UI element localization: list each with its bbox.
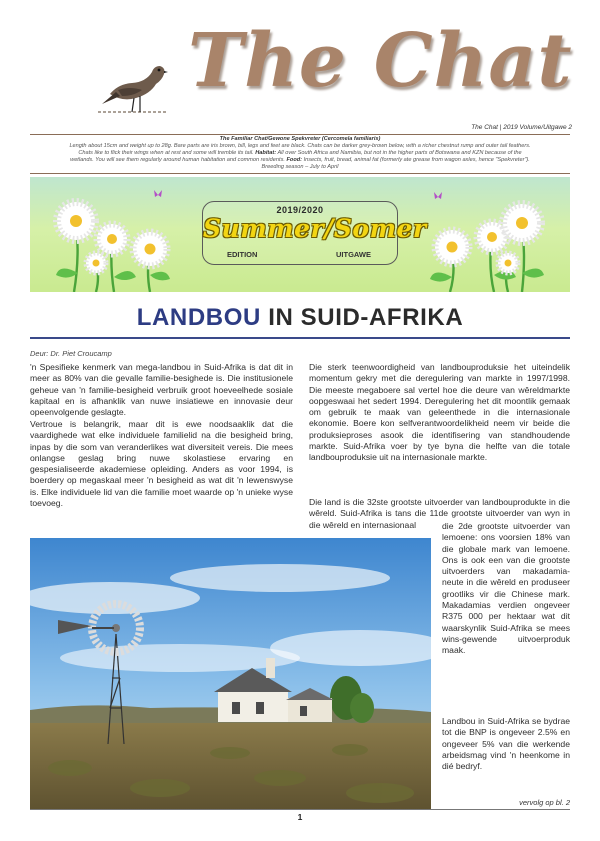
edition-label-afrikaans: UITGAWE [336,250,371,259]
bird-info-text: Insects, fruit, bread, animal fat (formerly ate grease from wagon axles, hence "Spekvreter"). [303,157,530,164]
bird-info [30,136,570,171]
paragraph: Vertroue is belangrik, maar dit is ewe noodsaaklik dat die vaardighede wat elke individuele familielid na die besigheid bring, inpas by die som van veranderlikes wat diversiteit vereis. Die mees onlangse geslag bring nuwe skolastiese ervaring en gespesialiseerde akademiese opleiding. Anders as voor 1994, is boerdery op megaskaal meer 'n besigheid as wat dit 'n lewenswyse is. Elke individuele lid van die familie moet waarde op 'n unieke wyse toevoeg. [30,419,293,509]
volume-label: The Chat | 2019 Volume/Uitgawe 2 [471,124,572,131]
bird-info-line: Length about 15cm and weight up to 28g. Bare parts are iris brown, bill, legs and feet are black. Chats can be darker grey-brown below, with a richer chestnut rump and outer tail feathers. [69,143,531,150]
divider [30,134,570,135]
bird-info-text: All over South Africa and Namibia, but not in the higher parts of Botswana and KZN because of the [277,150,522,157]
bird-info-line [30,157,570,164]
bird-info-text: wetlands. You will see them regularly around human habitation and common residents. [70,157,285,164]
paragraph: Die sterk teenwoordigheid van landbouproduksie het uiteindelik momentum gekry met die deregulering van markte in 1997/1998. Die meeste megaboere sal vertel hoe die deure van wêreldmarkte oopgeswaai het sedert 1994. Deregulering het dit moontlik gemaak om gebruik te maak van geleenthede in die internasionale ekonomie. Boere kon selfverantwoordelikheid neem vir beide die produksieproses asook die identifisering van standhoudende markte. Suid-Afrika voer by tye byna die helfte van die totale landbouproduksie uit na internasionale markte. [309,362,570,463]
bird-info-text: Chats like to flick their wings when at rest and some will tremble its tail. [78,150,254,157]
bird-illustration [96,50,168,122]
edition-years: 2019/2020 [276,205,324,215]
divider [30,337,570,339]
continued-link[interactable]: vervolg op bl. 2 [519,798,570,807]
windmill-farmhouse-photo [30,538,431,810]
edition-box [202,201,427,265]
article-headline [30,304,570,332]
bird-info-line: Breeding season – July to April [261,164,339,171]
food-label: Food: [286,157,303,164]
masthead-title: The Chat [188,18,573,104]
bird-info-title: The Familiar Chat/Gewone Spekvreter (Cercomela familiaris) [219,136,381,142]
edition-banner [30,177,570,292]
headline-accent: LANDBOU [136,304,261,331]
bird-info-line [30,150,570,157]
paragraph: Landbou in Suid-Afrika se bydrae tot die BNP is ongeveer 2.5% en ongeveer 5% van die werkende arbeidsmag vind 'n heenkome in dié bedryf. [442,716,570,772]
paragraph: Die land is die 32ste grootste uitvoerder van landbouprodukte in die wêreld. Suid-Afrika is tans die 11de grootste uitvoerder van wyn in die wêreld en internasionaal [309,497,570,530]
divider [30,809,570,810]
edition-label: EDITION [227,250,258,259]
edition-season: Summer/Somer [203,214,427,243]
habitat-label: Habitat: [255,150,277,157]
paragraph: 'n Spesifieke kenmerk van mega-landbou in Suid-Afrika is dat dit in meer as 80% van die gevalle familie-besighede is. Die institusionele geheue van 'n familie-besigheid verbruik groot hoeveelhede sosiale kapitaal en is afhanklik van nuwe insiatiewe en innovasie deur opeenvolgende geslagte. [30,362,293,418]
paragraph: die 2de grootste uitvoerder van lemoene: ons voorsien 18% van die globale mark van lemoene. Ons is ook een van die grootste uitvoerders van makadamia-neute in die wêreld en produseer grootliks vir die Chinese mark. Makadamias verdien ongeveer R375 000 per hektaar wat dit waarskynlik Suid-Afrika se mees wins-gewende uitvoerproduk maak. [442,521,570,656]
masthead [0,0,600,140]
headline-rest: IN SUID-AFRIKA [260,304,464,331]
divider [30,173,570,174]
byline: Deur: Dr. Piet Croucamp [30,349,112,358]
page-number: 1 [297,812,303,822]
